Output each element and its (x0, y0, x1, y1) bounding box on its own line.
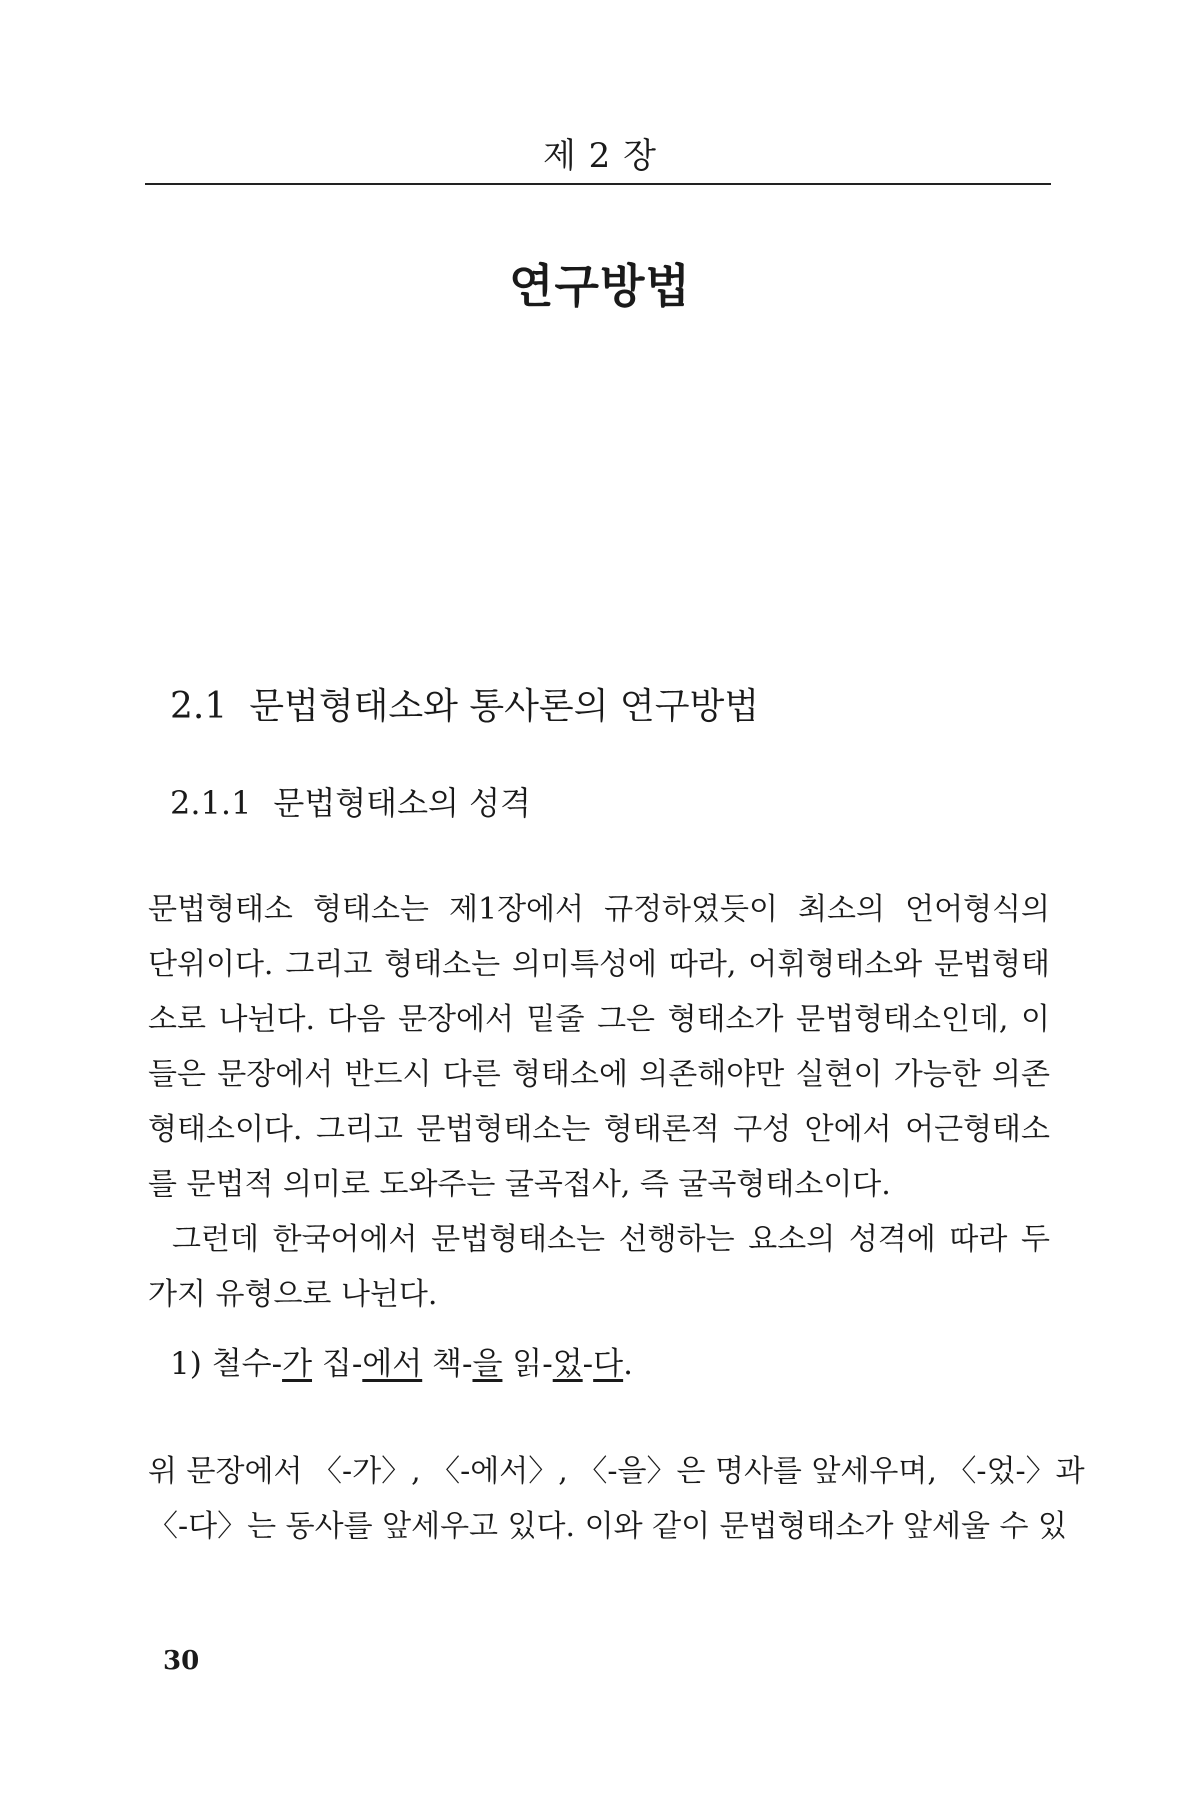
paragraph-line: 〈-다〉는 동사를 앞세우고 있다. 이와 같이 문법형태소가 앞세울 수 있 (148, 1509, 1067, 1544)
example-segment: 집- (312, 1346, 363, 1382)
header-rule (145, 183, 1051, 185)
subsection-title: 문법형태소의 성격 (273, 784, 531, 822)
paragraph-line: 들은 문장에서 반드시 다른 형태소에 의존해야만 실현이 가능한 의존 (148, 1057, 1050, 1092)
example-segment: 읽- (502, 1346, 553, 1382)
example-morpheme-underlined: 에서 (362, 1346, 423, 1382)
chapter-label: 제 2 장 (543, 136, 657, 176)
example-text (212, 1346, 633, 1382)
section-heading (170, 678, 759, 729)
example-morpheme-underlined: 다 (593, 1346, 624, 1382)
example-segment: - (582, 1346, 594, 1382)
example-segment: . (623, 1346, 633, 1382)
example-number: 1) (170, 1346, 202, 1382)
paragraph-line: 그런데 한국어에서 문법형태소는 선행하는 요소의 성격에 따라 두 (172, 1222, 1050, 1257)
paragraph-2 (148, 1212, 1050, 1322)
example-sentence (170, 1338, 633, 1383)
section-title: 문법형태소와 통사론의 연구방법 (249, 686, 760, 727)
example-segment: 책- (422, 1346, 473, 1382)
subsection-number: 2.1.1 (170, 784, 252, 822)
paragraph-line: 위 문장에서 〈-가〉, 〈-에서〉, 〈-을〉은 명사를 앞세우며, 〈-었-〉과 (148, 1454, 1085, 1489)
page-number: 30 (163, 1646, 200, 1676)
example-morpheme-underlined: 을 (472, 1346, 503, 1382)
paragraph-line: 소로 나뉜다. 다음 문장에서 밑줄 그은 형태소가 문법형태소인데, 이 (148, 1002, 1050, 1037)
paragraph-line: 가지 유형으로 나뉜다. (148, 1277, 438, 1312)
paragraph-line: 문법형태소 형태소는 제1장에서 규정하였듯이 최소의 언어형식의 (148, 892, 1050, 927)
example-segment: 철수- (211, 1346, 283, 1382)
paragraph-line: 단위이다. 그리고 형태소는 의미특성에 따라, 어휘형태소와 문법형태 (148, 947, 1050, 982)
subsection-heading (170, 778, 531, 824)
paragraph-1 (148, 882, 1050, 1212)
paragraph-line: 형태소이다. 그리고 문법형태소는 형태론적 구성 안에서 어근형태소 (148, 1112, 1050, 1147)
section-number: 2.1 (170, 686, 228, 727)
example-morpheme-underlined: 가 (282, 1346, 313, 1382)
chapter-title: 연구방법 (509, 259, 691, 313)
paragraph-line: 를 문법적 의미로 도와주는 굴곡접사, 즉 굴곡형태소이다. (148, 1167, 891, 1202)
example-morpheme-underlined: 었 (552, 1346, 583, 1382)
paragraph-3 (148, 1444, 1085, 1554)
